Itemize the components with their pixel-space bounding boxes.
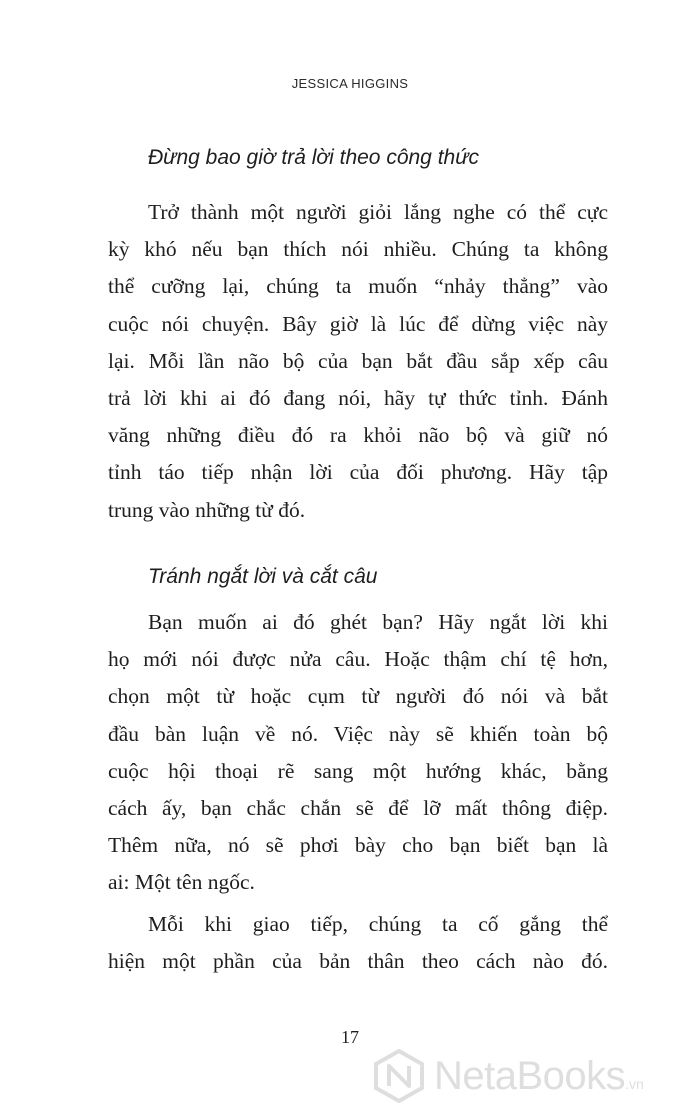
paragraph-line: hiện một phần của bản thân theo cách nào đó.: [108, 949, 608, 974]
paragraph-line: cuộc nói chuyện. Bây giờ là lúc để dừng việc này: [108, 311, 608, 336]
watermark-suffix: .vn: [625, 1076, 644, 1092]
paragraph-line: Bạn muốn ai đó ghét bạn? Hãy ngắt lời khi: [148, 610, 608, 634]
paragraph-line: chọn một từ hoặc cụm từ người đó nói và bắt: [108, 684, 608, 709]
paragraph-line: họ mới nói được nửa câu. Hoặc thậm chí tệ hơn,: [108, 647, 608, 672]
netabooks-logo-icon: [372, 1049, 426, 1103]
section-heading-1: Đừng bao giờ trả lời theo công thức: [148, 146, 480, 169]
paragraph-line: Trở thành một người giỏi lắng nghe có thể cực: [148, 200, 608, 224]
paragraph-line: trả lời khi ai đó đang nói, hãy tự thức tỉnh. Đánh: [108, 386, 608, 411]
paragraph-line: văng những điều đó ra khỏi não bộ và giữ nó: [108, 423, 608, 448]
paragraph-line: thể cưỡng lại, chúng ta muốn “nhảy thẳng” vào: [108, 274, 608, 299]
paragraph-line: kỳ khó nếu bạn thích nói nhiều. Chúng ta không: [108, 237, 608, 262]
paragraph-line: đầu bàn luận về nó. Việc này sẽ khiến toàn bộ: [108, 721, 608, 746]
paragraph-1: [108, 194, 608, 529]
paragraph-3: [108, 906, 608, 980]
paragraph-line: Mỗi khi giao tiếp, chúng ta cố gắng thể: [148, 912, 608, 936]
paragraph-2: [108, 604, 608, 902]
paragraph-line: lại. Mỗi lần não bộ của bạn bắt đầu sắp xếp câu: [108, 348, 608, 373]
running-header: JESSICA HIGGINS: [291, 76, 409, 91]
section-heading-2: Tránh ngắt lời và cắt câu: [148, 565, 378, 588]
paragraph-line: tỉnh táo tiếp nhận lời của đối phương. Hãy tập: [108, 460, 608, 485]
netabooks-watermark: [372, 1046, 644, 1106]
paragraph-line: trung vào những từ đó.: [108, 497, 306, 522]
page-number: 17: [341, 1027, 359, 1047]
watermark-text: NetaBooks: [434, 1053, 626, 1098]
paragraph-line: ai: Một tên ngốc.: [108, 870, 255, 895]
paragraph-line: cuộc hội thoại rẽ sang một hướng khác, bằng: [108, 758, 608, 783]
paragraph-line: Thêm nữa, nó sẽ phơi bày cho bạn biết bạn là: [108, 833, 608, 858]
paragraph-line: cách ấy, bạn chắc chắn sẽ để lỡ mất thông điệp.: [108, 796, 608, 821]
